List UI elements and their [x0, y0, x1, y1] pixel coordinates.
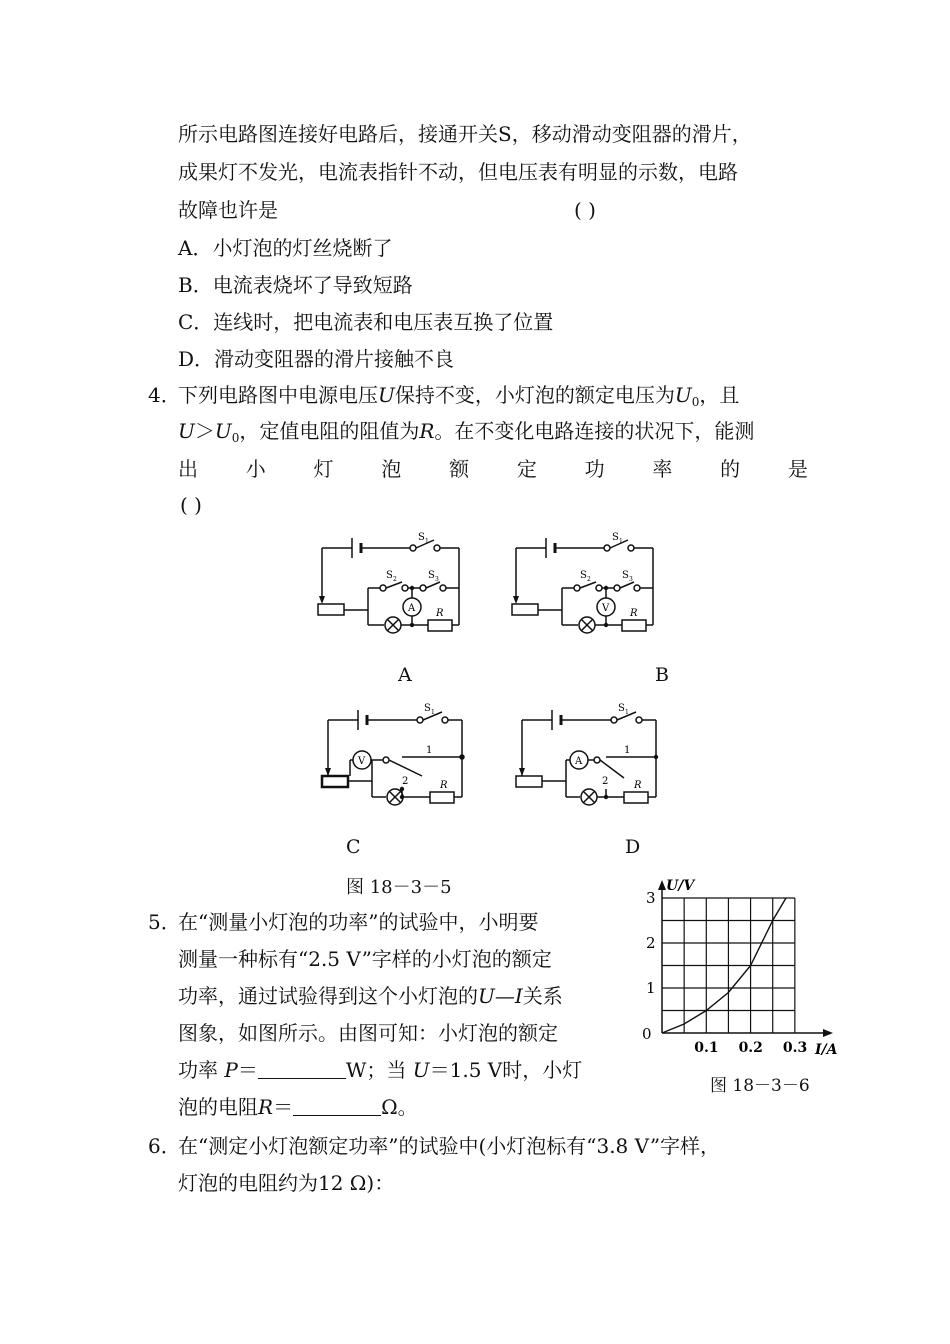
x-tick-label: 0.1	[694, 1040, 719, 1056]
q5-line5: 功率 P＝ W；当 U＝1.5 V时，小灯	[178, 1058, 583, 1082]
svg-text:S: S	[580, 570, 587, 581]
q6-line1: 在“测定小灯泡额定功率”的试验中(小灯泡标有“3.8 V”字样，	[178, 1134, 721, 1158]
y-tick-label: 2	[646, 934, 656, 952]
q5-line6: 泡的电阻R＝ Ω。	[178, 1095, 418, 1119]
q4-number: 4．	[148, 383, 181, 407]
x-axis-arrow	[823, 1029, 833, 1037]
q5-line4: 图象，如图所示。由图可知：小灯泡的额定	[178, 1021, 558, 1045]
figure-caption-18-3-5: 图 18－3－5	[346, 877, 452, 898]
ammeter-label: A	[408, 603, 416, 614]
svg-text:3: 3	[629, 576, 633, 583]
ammeter-label: A	[575, 756, 583, 767]
q4-line1: 下列电路图中电源电压U保持不变，小灯泡的额定电压为$U_0$，且	[178, 383, 740, 409]
q5-line2: 测量一种标有“2.5 V”字样的小灯泡的额定	[178, 947, 552, 971]
q5-number: 5．	[148, 910, 181, 934]
svg-text:S: S	[418, 532, 425, 543]
q6-line2: 灯泡的电阻约为12 Ω)：	[178, 1171, 395, 1195]
x-tick-label: 0.2	[738, 1040, 763, 1056]
u-i-chart	[635, 873, 840, 1073]
svg-text:2: 2	[402, 776, 409, 787]
circuit-diagram-c	[312, 700, 472, 810]
x-axis-label: I/A	[815, 1042, 838, 1058]
q3-line3: 故障也许是	[178, 198, 278, 222]
q4-char: 泡	[381, 457, 402, 481]
q4-line2: $U>U_0$，定值电阻的阻值为R。在不变化电路连接的状况下，能测	[178, 419, 755, 445]
svg-text:1: 1	[624, 745, 631, 756]
x-tick-label: 0.3	[782, 1040, 808, 1056]
circuit-diagram-d	[506, 700, 666, 810]
svg-text:1: 1	[425, 538, 429, 545]
q3-option-d: D．滑动变阻器的滑片接触不良	[178, 347, 455, 371]
svg-text:1: 1	[625, 709, 629, 716]
q4-char: 额	[449, 457, 470, 481]
origin-label: 0	[642, 1025, 652, 1043]
diagram-label-b: B	[655, 664, 669, 686]
q4-answer-paren: ( )	[180, 493, 202, 517]
svg-text:1: 1	[426, 745, 433, 756]
circuit-diagram-b	[506, 530, 666, 640]
svg-text:1: 1	[431, 709, 435, 716]
q4-char: 小	[245, 457, 266, 481]
diagram-label-d: D	[625, 836, 641, 858]
svg-text:R: R	[634, 780, 642, 791]
q4-char: 出	[178, 457, 198, 481]
svg-text:R: R	[436, 608, 444, 619]
q4-char: 是	[787, 457, 808, 481]
y-tick-label: 3	[646, 889, 656, 907]
q4-line3-justified	[178, 457, 808, 481]
svg-text:S: S	[612, 532, 619, 543]
y-tick-label: 1	[646, 979, 656, 997]
figure-caption-18-3-6: 图 18－3－6	[710, 1076, 810, 1096]
answer-blank-resistance[interactable]	[293, 1097, 381, 1116]
y-axis-arrow	[658, 880, 666, 890]
diagram-label-c: C	[346, 836, 361, 858]
svg-text:2: 2	[393, 576, 397, 583]
q4-char: 定	[516, 457, 537, 481]
q3-line1: 所示电路图连接好电路后，接通开关S，移动滑动变阻器的滑片，	[178, 122, 752, 146]
answer-blank-power[interactable]	[258, 1060, 346, 1079]
q4-char: 功	[584, 457, 605, 481]
svg-text:R: R	[630, 608, 638, 619]
q4-char: 率	[652, 457, 673, 481]
q3-option-b: B．电流表烧坏了导致短路	[178, 273, 413, 297]
svg-text:S: S	[386, 570, 393, 581]
voltmeter-label: V	[358, 756, 366, 767]
q6-number: 6．	[148, 1134, 181, 1158]
voltmeter-label: V	[602, 603, 610, 614]
q5-line1: 在“测量小灯泡的功率”的试验中，小明要	[178, 910, 539, 934]
svg-text:R: R	[440, 780, 448, 791]
svg-text:S: S	[424, 703, 431, 714]
diagram-label-a: A	[398, 664, 412, 686]
svg-text:1: 1	[619, 538, 623, 545]
q5-line3: 功率，通过试验得到这个小灯泡的U—I关系	[178, 984, 563, 1008]
svg-text:2: 2	[587, 576, 591, 583]
q4-char: 的	[720, 457, 741, 481]
svg-text:2: 2	[602, 776, 609, 787]
svg-text:S: S	[428, 570, 435, 581]
q4-char: 灯	[313, 457, 334, 481]
svg-text:S: S	[618, 703, 625, 714]
q3-option-a: A．小灯泡的灯丝烧断了	[178, 236, 393, 260]
svg-text:3: 3	[435, 576, 439, 583]
svg-text:S: S	[622, 570, 629, 581]
y-axis-label: U/V	[666, 878, 695, 894]
q3-line2: 成果灯不发光，电流表指针不动，但电压表有明显的示数，电路	[178, 160, 738, 184]
circuit-diagram-a	[312, 530, 472, 640]
q3-option-c: C．连线时，把电流表和电压表互换了位置	[178, 310, 554, 334]
q3-answer-paren: ( )	[574, 198, 596, 222]
